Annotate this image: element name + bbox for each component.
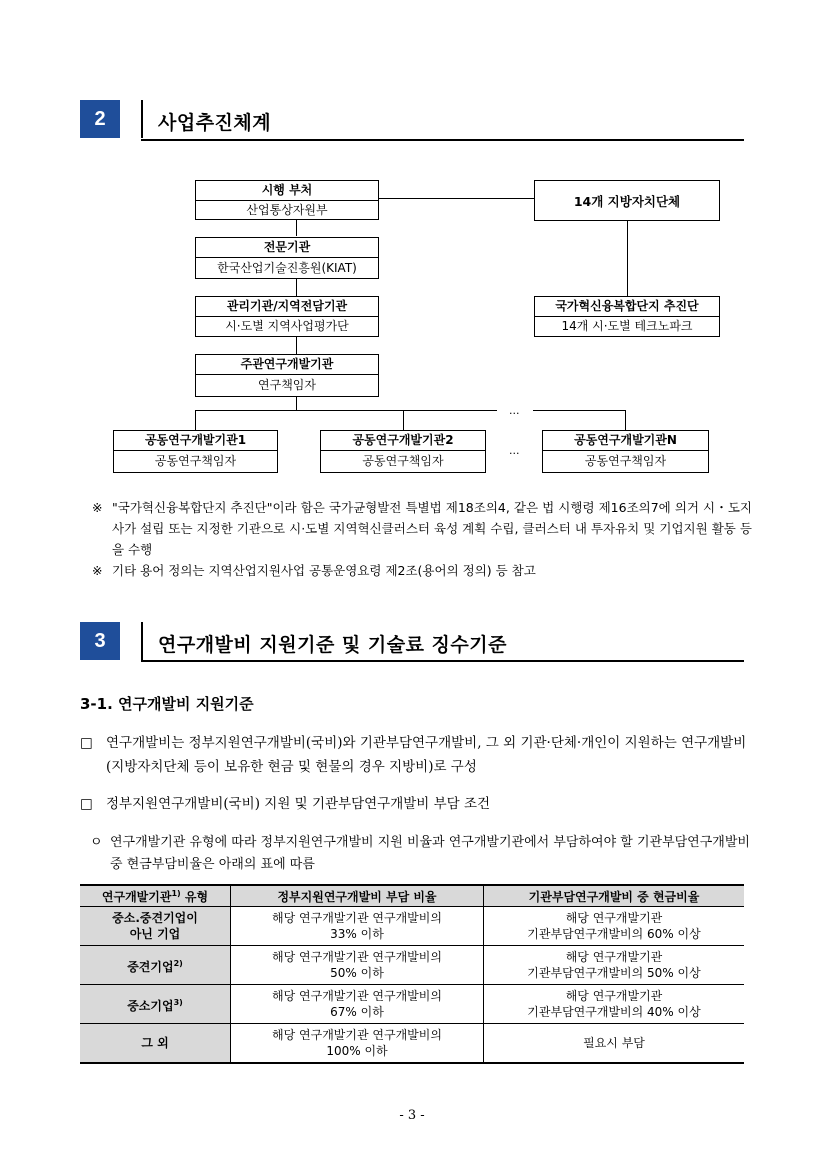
org-box-title: 국가혁신융복합단지 추진단 xyxy=(535,297,719,317)
cash-ratio-cell: 해당 연구개발기관 기관부담연구개발비의 40% 이상 xyxy=(484,985,745,1024)
section-number-badge xyxy=(80,622,120,660)
note-item xyxy=(92,560,752,581)
box-bullet: □ xyxy=(80,735,93,751)
connector-line xyxy=(533,410,625,411)
org-box-title: 시행 부처 xyxy=(196,181,378,201)
gov-ratio-cell: 해당 연구개발기관 연구개발비의 67% 이하 xyxy=(231,985,484,1024)
org-box-body: 한국산업기술진흥원(KIAT) xyxy=(217,261,357,275)
note-text: 기타 용어 정의는 지역산업지원사업 공통운영요령 제2조(용어의 정의) 등 참고 xyxy=(112,563,536,578)
org-box-ministry xyxy=(195,180,379,220)
org-box-title: 관리기관/지역전담기관 xyxy=(196,297,378,317)
reference-mark: ※ xyxy=(92,500,103,515)
connector-line xyxy=(296,278,297,296)
connector-line xyxy=(403,410,404,430)
column-header: 정부지원연구개발비 부담 비율 xyxy=(231,885,484,907)
section-title: 사업추진체계 xyxy=(158,112,272,134)
connector-line xyxy=(296,396,297,410)
org-box-lead xyxy=(195,354,379,397)
table-header-row xyxy=(80,885,744,907)
section-title: 연구개발비 지원기준 및 기술료 징수기준 xyxy=(158,634,507,656)
notes-block xyxy=(92,497,752,581)
connector-line xyxy=(296,336,297,354)
connector-line xyxy=(625,410,626,430)
ellipsis-top: ... xyxy=(509,404,520,417)
page-number: - 3 - xyxy=(399,1108,425,1123)
org-box-co1 xyxy=(113,430,278,473)
support-ratio-table xyxy=(80,884,744,1064)
org-box-body: 공동연구책임자 xyxy=(154,454,237,468)
column-header: 기관부담연구개발비 중 현금비율 xyxy=(484,885,745,907)
connector-line xyxy=(195,410,196,430)
org-box-title: 주관연구개발기관 xyxy=(196,355,378,375)
paragraph-text: 연구개발비는 정부지원연구개발비(국비)와 기관부담연구개발비, 그 외 기관·단체·개인이 지원하는 연구개발비(지방자치단체 등이 보유한 현금 및 현물의 경우 지방비)로 구성 xyxy=(106,735,747,775)
note-item xyxy=(92,497,752,560)
paragraph-text: 정부지원연구개발비(국비) 지원 및 기관부담연구개발비 부담 조건 xyxy=(106,796,491,812)
subsection-heading: 3-1. 연구개발비 지원기준 xyxy=(80,695,254,713)
section-number-badge xyxy=(80,100,120,138)
org-box-co2 xyxy=(320,430,486,473)
ellipsis-bottom: ... xyxy=(509,444,520,457)
table-row xyxy=(80,907,744,946)
type-cell: 중견기업$^{2)}$ xyxy=(80,946,231,985)
circle-bullet: ㅇ xyxy=(90,835,103,850)
note-text: "국가혁신융복합단지 추진단"이라 함은 국가균형발전 특별법 제18조의4, 같은 법 시행령 제16조의7에 의거 시・도지사가 설립 또는 지정한 기관으로 시·도별 지역혁신클러스터 육성 계획 수립, 클러스터 내 투자유치 및 기업지원 활동 등을 수행 xyxy=(112,500,752,557)
org-box-title: 공동연구개발기관N xyxy=(543,431,708,451)
paragraph-item xyxy=(90,832,750,876)
table-row xyxy=(80,1024,744,1064)
cash-ratio-cell: 해당 연구개발기관 기관부담연구개발비의 60% 이상 xyxy=(484,907,745,946)
org-box-title: 공동연구개발기관1 xyxy=(114,431,277,451)
org-box-title: 공동연구개발기관2 xyxy=(321,431,485,451)
paragraph-item xyxy=(80,792,750,816)
section-underline xyxy=(141,139,744,141)
org-box-coN xyxy=(542,430,709,473)
type-cell: 그 외 xyxy=(80,1024,231,1064)
org-box-body: 연구책임자 xyxy=(258,378,316,392)
section-number: 2 xyxy=(94,107,106,130)
connector-line xyxy=(296,218,297,236)
org-box-title: 전문기관 xyxy=(196,238,378,258)
org-box-manager xyxy=(195,296,379,337)
org-box-local-gov: 14개 지방자치단체 xyxy=(534,180,720,221)
gov-ratio-cell: 해당 연구개발기관 연구개발비의 50% 이하 xyxy=(231,946,484,985)
table-row xyxy=(80,985,744,1024)
org-box-body: 14개 시·도별 테크노파크 xyxy=(561,319,693,333)
cash-ratio-cell: 해당 연구개발기관 기관부담연구개발비의 50% 이상 xyxy=(484,946,745,985)
type-cell: 중소.중견기업이 아닌 기업 xyxy=(80,907,231,946)
org-box-body: 공동연구책임자 xyxy=(584,454,667,468)
section-divider xyxy=(141,622,143,660)
paragraph-text: 연구개발기관 유형에 따라 정부지원연구개발비 지원 비율과 연구개발기관에서 부담하여야 할 기관부담연구개발비 중 현금부담비율은 아래의 표에 따름 xyxy=(110,835,750,872)
column-header: 연구개발기관$^{1)}$ 유형 xyxy=(80,885,231,907)
section-underline xyxy=(141,660,744,662)
gov-ratio-cell: 해당 연구개발기관 연구개발비의 33% 이하 xyxy=(231,907,484,946)
org-box-agency xyxy=(195,237,379,279)
section-divider xyxy=(141,100,143,138)
paragraph-item xyxy=(80,731,750,779)
cash-ratio-cell: 필요시 부담 xyxy=(484,1024,745,1064)
connector-line xyxy=(627,220,628,296)
connector-line xyxy=(378,198,534,199)
type-cell: 중소기업$^{3)}$ xyxy=(80,985,231,1024)
gov-ratio-cell: 해당 연구개발기관 연구개발비의 100% 이하 xyxy=(231,1024,484,1064)
table-row xyxy=(80,946,744,985)
org-box-body: 시·도별 지역사업평가단 xyxy=(225,319,349,333)
reference-mark: ※ xyxy=(92,563,103,578)
org-box-cluster xyxy=(534,296,720,337)
connector-line xyxy=(195,410,497,411)
box-bullet: □ xyxy=(80,796,93,812)
org-box-body: 공동연구책임자 xyxy=(362,454,444,468)
section-number: 3 xyxy=(94,629,106,652)
org-box-body: 산업통상자원부 xyxy=(246,203,328,217)
